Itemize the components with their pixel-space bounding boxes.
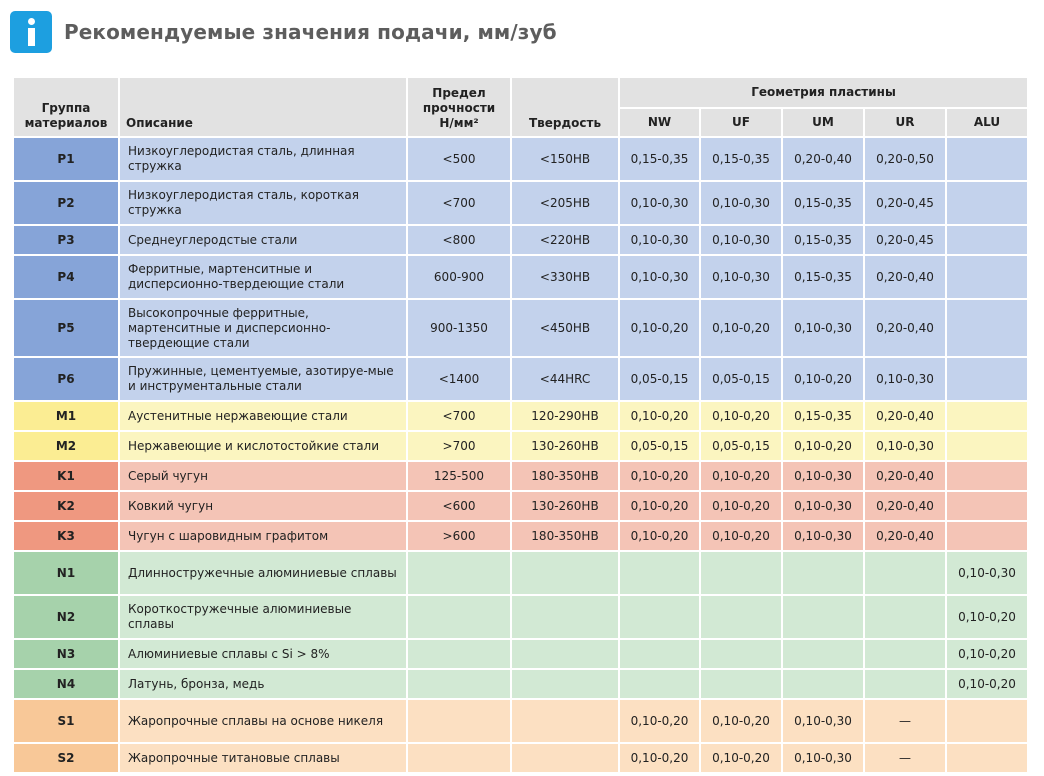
cell-strength: [407, 595, 511, 639]
info-icon: [10, 11, 52, 53]
cell-hardness: <330HB: [511, 255, 619, 299]
table-row: [13, 521, 1028, 551]
cell-alu: [946, 255, 1028, 299]
table-row: [13, 639, 1028, 669]
cell-description: Ферритные, мартенситные и дисперсионно-твердеющие стали: [119, 255, 407, 299]
header-nw: NW: [619, 108, 700, 137]
cell-nw: 0,10-0,20: [619, 743, 700, 773]
cell-description: Алюминиевые сплавы с Si > 8%: [119, 639, 407, 669]
page-title: Рекомендуемые значения подачи, мм/зуб: [64, 20, 557, 44]
cell-um: 0,10-0,30: [782, 491, 864, 521]
cell-description: Аустенитные нержавеющие стали: [119, 401, 407, 431]
cell-ur: 0,10-0,30: [864, 357, 946, 401]
cell-description: Жаропрочные сплавы на основе никеля: [119, 699, 407, 743]
cell-description: Чугун с шаровидным графитом: [119, 521, 407, 551]
cell-uf: [700, 669, 782, 699]
cell-group: P1: [13, 137, 119, 181]
cell-nw: 0,10-0,20: [619, 699, 700, 743]
cell-um: [782, 669, 864, 699]
cell-alu: [946, 461, 1028, 491]
cell-group: N2: [13, 595, 119, 639]
cell-alu: [946, 699, 1028, 743]
cell-nw: 0,10-0,30: [619, 225, 700, 255]
cell-ur: 0,20-0,40: [864, 255, 946, 299]
cell-nw: 0,05-0,15: [619, 357, 700, 401]
header-group: Группа материалов: [13, 77, 119, 137]
cell-alu: 0,10-0,20: [946, 595, 1028, 639]
table-row: [13, 225, 1028, 255]
cell-description: Серый чугун: [119, 461, 407, 491]
cell-strength: [407, 743, 511, 773]
cell-ur: [864, 595, 946, 639]
cell-description: Низкоуглеродистая сталь, длинная стружка: [119, 137, 407, 181]
cell-ur: 0,10-0,30: [864, 431, 946, 461]
cell-hardness: <450HB: [511, 299, 619, 357]
cell-group: N3: [13, 639, 119, 669]
table-row: [13, 137, 1028, 181]
cell-group: S1: [13, 699, 119, 743]
cell-um: 0,15-0,35: [782, 401, 864, 431]
cell-uf: 0,10-0,20: [700, 699, 782, 743]
cell-uf: 0,10-0,20: [700, 743, 782, 773]
table-row: [13, 669, 1028, 699]
cell-strength: >700: [407, 431, 511, 461]
table-row: [13, 181, 1028, 225]
cell-nw: 0,10-0,20: [619, 491, 700, 521]
cell-alu: [946, 357, 1028, 401]
cell-description: Нержавеющие и кислотостойкие стали: [119, 431, 407, 461]
cell-um: 0,10-0,30: [782, 699, 864, 743]
table-row: [13, 743, 1028, 773]
cell-hardness: <150HB: [511, 137, 619, 181]
cell-uf: 0,10-0,20: [700, 299, 782, 357]
cell-um: 0,10-0,30: [782, 521, 864, 551]
cell-ur: 0,20-0,40: [864, 401, 946, 431]
cell-hardness: [511, 551, 619, 595]
cell-group: P2: [13, 181, 119, 225]
cell-uf: 0,10-0,20: [700, 491, 782, 521]
cell-hardness: 180-350HB: [511, 521, 619, 551]
cell-hardness: [511, 595, 619, 639]
cell-strength: <1400: [407, 357, 511, 401]
cell-strength: 600-900: [407, 255, 511, 299]
header-alu: ALU: [946, 108, 1028, 137]
table-body: [13, 137, 1028, 773]
cell-uf: [700, 639, 782, 669]
cell-group: S2: [13, 743, 119, 773]
cell-um: 0,15-0,35: [782, 255, 864, 299]
cell-hardness: <205HB: [511, 181, 619, 225]
cell-group: P4: [13, 255, 119, 299]
table-row: [13, 595, 1028, 639]
cell-group: K3: [13, 521, 119, 551]
cell-strength: [407, 669, 511, 699]
cell-ur: 0,20-0,50: [864, 137, 946, 181]
cell-alu: [946, 431, 1028, 461]
cell-ur: 0,20-0,45: [864, 225, 946, 255]
cell-ur: [864, 551, 946, 595]
table-row: [13, 357, 1028, 401]
cell-nw: [619, 669, 700, 699]
cell-uf: [700, 595, 782, 639]
cell-uf: 0,10-0,30: [700, 181, 782, 225]
cell-um: 0,10-0,20: [782, 431, 864, 461]
cell-alu: [946, 225, 1028, 255]
table-row: [13, 255, 1028, 299]
cell-ur: 0,20-0,45: [864, 181, 946, 225]
cell-hardness: [511, 743, 619, 773]
cell-um: 0,20-0,40: [782, 137, 864, 181]
header-strength: Предел прочности Н/мм²: [407, 77, 511, 137]
cell-strength: <500: [407, 137, 511, 181]
cell-group: P3: [13, 225, 119, 255]
cell-um: 0,10-0,30: [782, 743, 864, 773]
cell-uf: 0,10-0,30: [700, 225, 782, 255]
cell-hardness: [511, 639, 619, 669]
feed-rates-table: [12, 76, 1029, 774]
cell-strength: [407, 699, 511, 743]
cell-description: Длинностружечные алюминиевые сплавы: [119, 551, 407, 595]
cell-nw: 0,05-0,15: [619, 431, 700, 461]
header-hardness: Твердость: [511, 77, 619, 137]
cell-nw: 0,10-0,30: [619, 181, 700, 225]
cell-um: 0,10-0,30: [782, 299, 864, 357]
cell-um: 0,15-0,35: [782, 181, 864, 225]
table-row: [13, 551, 1028, 595]
cell-alu: [946, 401, 1028, 431]
cell-nw: [619, 639, 700, 669]
cell-alu: [946, 743, 1028, 773]
cell-hardness: [511, 669, 619, 699]
table-row: [13, 431, 1028, 461]
cell-strength: >600: [407, 521, 511, 551]
table-row: [13, 401, 1028, 431]
header-geometry: Геометрия пластины: [619, 77, 1028, 108]
cell-description: Короткостружечные алюминиевые сплавы: [119, 595, 407, 639]
cell-hardness: 180-350HB: [511, 461, 619, 491]
cell-group: M2: [13, 431, 119, 461]
cell-alu: 0,10-0,20: [946, 639, 1028, 669]
cell-nw: 0,10-0,20: [619, 401, 700, 431]
cell-uf: 0,10-0,30: [700, 255, 782, 299]
cell-alu: [946, 137, 1028, 181]
cell-description: Среднеуглеродстые стали: [119, 225, 407, 255]
cell-description: Пружинные, цементуемые, азотируе-мые и инструментальные стали: [119, 357, 407, 401]
cell-nw: 0,15-0,35: [619, 137, 700, 181]
cell-alu: 0,10-0,20: [946, 669, 1028, 699]
cell-ur: 0,20-0,40: [864, 491, 946, 521]
table-row: [13, 299, 1028, 357]
cell-ur: 0,20-0,40: [864, 299, 946, 357]
cell-group: N1: [13, 551, 119, 595]
header: [10, 11, 557, 53]
header-ur: UR: [864, 108, 946, 137]
table-row: [13, 491, 1028, 521]
cell-hardness: 120-290HB: [511, 401, 619, 431]
cell-strength: <700: [407, 181, 511, 225]
cell-nw: [619, 551, 700, 595]
cell-strength: <600: [407, 491, 511, 521]
header-um: UM: [782, 108, 864, 137]
cell-nw: 0,10-0,20: [619, 299, 700, 357]
cell-strength: 900-1350: [407, 299, 511, 357]
cell-hardness: 130-260HB: [511, 431, 619, 461]
cell-description: Высокопрочные ферритные, мартенситные и дисперсионно-твердеющие стали: [119, 299, 407, 357]
cell-strength: 125-500: [407, 461, 511, 491]
cell-ur: 0,20-0,40: [864, 461, 946, 491]
cell-hardness: <44HRC: [511, 357, 619, 401]
cell-strength: <700: [407, 401, 511, 431]
cell-group: K2: [13, 491, 119, 521]
cell-group: K1: [13, 461, 119, 491]
cell-description: Жаропрочные титановые сплавы: [119, 743, 407, 773]
cell-um: 0,10-0,20: [782, 357, 864, 401]
cell-alu: [946, 299, 1028, 357]
cell-um: [782, 639, 864, 669]
cell-uf: 0,10-0,20: [700, 401, 782, 431]
cell-group: M1: [13, 401, 119, 431]
cell-uf: 0,10-0,20: [700, 461, 782, 491]
cell-nw: 0,10-0,20: [619, 521, 700, 551]
table-row: [13, 461, 1028, 491]
cell-nw: [619, 595, 700, 639]
cell-strength: [407, 551, 511, 595]
cell-hardness: 130-260HB: [511, 491, 619, 521]
cell-uf: 0,15-0,35: [700, 137, 782, 181]
cell-uf: 0,05-0,15: [700, 357, 782, 401]
cell-ur: —: [864, 699, 946, 743]
cell-alu: 0,10-0,30: [946, 551, 1028, 595]
table-row: [13, 699, 1028, 743]
cell-alu: [946, 521, 1028, 551]
cell-um: 0,15-0,35: [782, 225, 864, 255]
cell-description: Низкоуглеродистая сталь, короткая стружка: [119, 181, 407, 225]
cell-group: P5: [13, 299, 119, 357]
cell-nw: 0,10-0,30: [619, 255, 700, 299]
header-description: Описание: [119, 77, 407, 137]
cell-uf: [700, 551, 782, 595]
cell-hardness: <220HB: [511, 225, 619, 255]
cell-ur: [864, 669, 946, 699]
cell-um: [782, 595, 864, 639]
cell-alu: [946, 181, 1028, 225]
header-uf: UF: [700, 108, 782, 137]
cell-uf: 0,10-0,20: [700, 521, 782, 551]
cell-um: [782, 551, 864, 595]
cell-ur: [864, 639, 946, 669]
cell-group: N4: [13, 669, 119, 699]
cell-nw: 0,10-0,20: [619, 461, 700, 491]
cell-uf: 0,05-0,15: [700, 431, 782, 461]
cell-description: Ковкий чугун: [119, 491, 407, 521]
cell-hardness: [511, 699, 619, 743]
cell-strength: [407, 639, 511, 669]
cell-ur: 0,20-0,40: [864, 521, 946, 551]
cell-alu: [946, 491, 1028, 521]
cell-um: 0,10-0,30: [782, 461, 864, 491]
cell-group: P6: [13, 357, 119, 401]
cell-description: Латунь, бронза, медь: [119, 669, 407, 699]
cell-ur: —: [864, 743, 946, 773]
cell-strength: <800: [407, 225, 511, 255]
